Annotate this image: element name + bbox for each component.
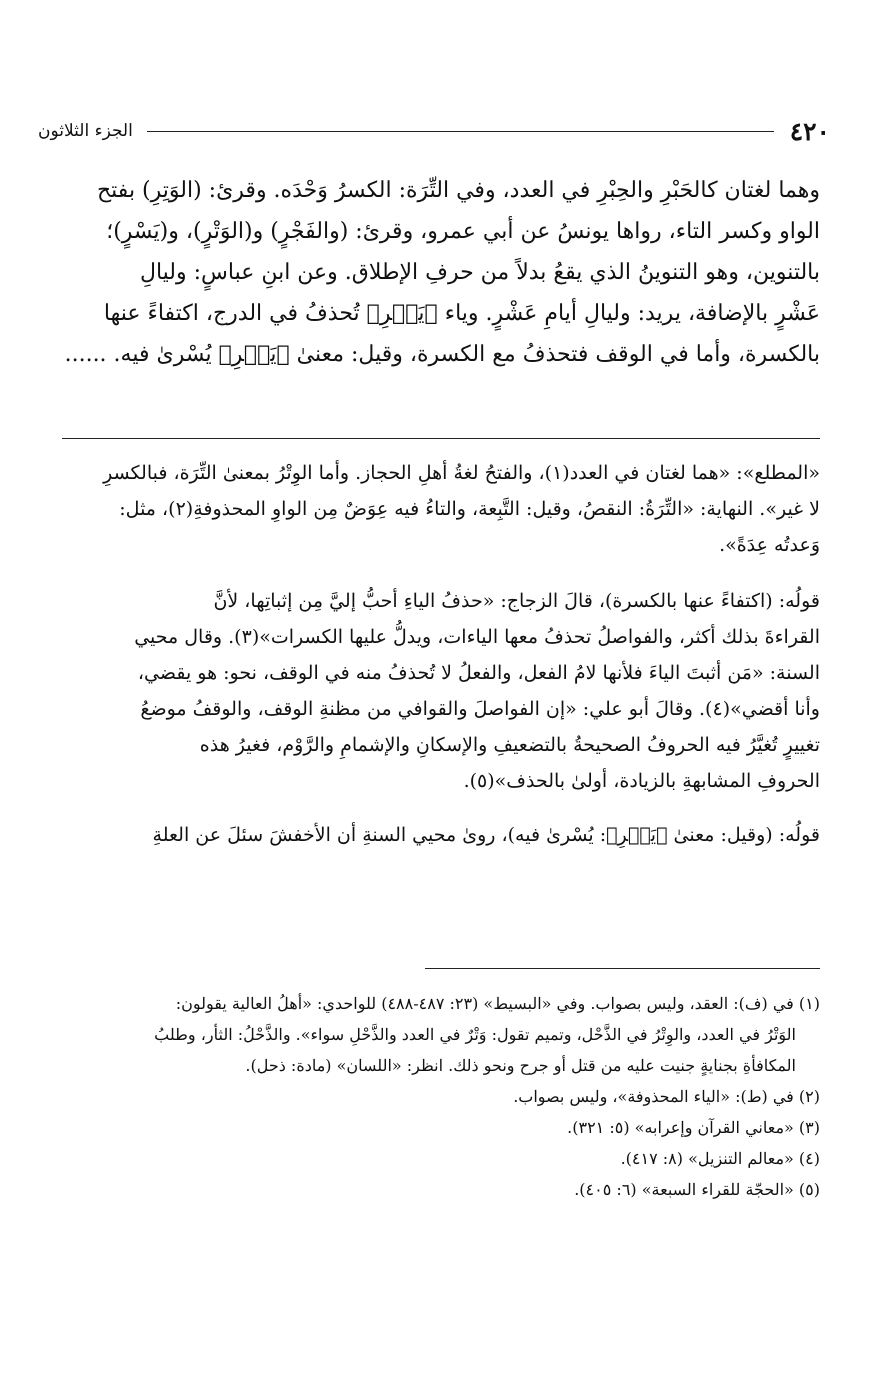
commentary-line: تغييرٍ تُغيَّرُ فيه الحروفُ الصحيحةُ بالتضعيفِ والإسكانِ والإشمامِ والرَّوْم، فغيرُ هذه bbox=[199, 734, 820, 756]
commentary-line: وأنا أقضي»(٤). وقالَ أبو علي: «إن الفواصلَ والقوافي من مظنةِ الوقف، والوقفُ موضعُ bbox=[140, 698, 820, 720]
page-header bbox=[38, 114, 830, 148]
footnote-line: (٥) «الحجّة للقراء السبعة» (٦: ٤٠٥). bbox=[574, 1180, 820, 1199]
header-rule bbox=[147, 131, 774, 132]
footnote-divider bbox=[425, 968, 820, 969]
paragraph-gap bbox=[62, 563, 820, 583]
commentary-line: السنة: «مَن أثبتَ الياءَ فلأنها لامُ الفعل، والفعلُ لا تُحذفُ منه في الوقف، نحو: هو يقضي، bbox=[137, 662, 820, 684]
footnote-line: (٣) «معاني القرآن وإعرابه» (٥: ٣٢١). bbox=[567, 1118, 820, 1137]
footnote-line: المكافأةِ بجنايةٍ جنيت عليه من قتل أو جرح ونحو ذلك. انظر: «اللسان» (مادة: ذحل). bbox=[245, 1056, 796, 1075]
footnotes bbox=[62, 988, 820, 1205]
main-text-divider bbox=[62, 438, 820, 439]
part-title: الجزء الثلاثون bbox=[38, 121, 133, 141]
footnote-line: (١) في (ف): العقد، وليس بصواب. وفي «البسيط» (٢٣: ٤٨٧-٤٨٨) للواحدي: «أهلُ العالية يقولون: bbox=[175, 994, 820, 1013]
main-line: بالتنوين، وهو التنوينُ الذي يقعُ بدلاً من حرفِ الإطلاق. وعن ابنِ عباسٍ: وليالِ bbox=[139, 260, 820, 285]
commentary-line: قولُه: (وقيل: معنىٰ ﴿يَسۡرِ﴾: يُسْرىٰ فيه)، روىٰ محيي السنةِ أن الأخفشَ سئلَ عن العلةِ bbox=[152, 824, 820, 846]
commentary-line: وَعدتُه عِدَةً». bbox=[719, 534, 820, 556]
paragraph-gap bbox=[62, 799, 820, 817]
main-text bbox=[62, 170, 820, 375]
main-line: عَشْرٍ بالإضافة، يريد: وليالِ أيامِ عَشْرٍ. وياء ﴿يَسۡرِ﴾ تُحذفُ في الدرج، اكتفاءً عنها bbox=[103, 301, 820, 326]
commentary bbox=[62, 455, 820, 853]
footnote-line: الوَتْرُ في العدد، والوِتْرُ في الذَّحْل، وتميم تقول: وَتْرٌ في العدد والذَّحْلِ سواء». والذَّحْلُ: الثأر، وطلبُ bbox=[154, 1025, 796, 1044]
commentary-line: القراءةَ بذلك أكثر، والفواصلُ تحذفُ معها الياءات، ويدلُّ عليها الكسرات»(٣). وقال محيي bbox=[134, 626, 820, 648]
footnote-line: (٤) «معالم التنزيل» (٨: ٤١٧). bbox=[620, 1149, 820, 1168]
commentary-line: قولُه: (اكتفاءً عنها بالكسرة)، قالَ الزجاج: «حذفُ الياءِ أحبُّ إليَّ مِن إثباتِها، لأنَّ bbox=[213, 590, 820, 612]
page-number: ٤٢٠ bbox=[789, 116, 830, 146]
commentary-line: الحروفِ المشابهةِ بالزيادة، أولىٰ بالحذف»(٥). bbox=[463, 770, 820, 792]
main-line: بالكسرة، وأما في الوقف فتحذفُ مع الكسرة، وقيل: معنىٰ ﴿يَسۡرِ﴾ يُسْرىٰ فيه. ...... bbox=[64, 342, 820, 367]
commentary-line: لا غير». النهاية: «التِّرَةُ: النقصُ، وقيل: التَّبِعة، والتاءُ فيه عِوَضٌ مِن الواوِ المحذوفةِ(٢)، مثل: bbox=[119, 498, 820, 520]
main-line: الواو وكسر التاء، رواها يونسُ عن أبي عمرو، وقرئ: (والفَجْرٍ) و(الوَتْرٍ)، و(يَسْرٍ)؛ bbox=[106, 219, 820, 244]
commentary-line: «المطلع»: «هما لغتان في العدد(١)، والفتحُ لغةُ أهلِ الحجاز. وأما الوِتْرُ بمعنىٰ التِّرَة، فبالكسرِ bbox=[103, 462, 820, 484]
main-line: وهما لغتان كالحَبْرِ والحِبْرِ في العدد، وفي التِّرَة: الكسرُ وَحْدَه. وقرئ: (الوَتِرِ) بفتح bbox=[96, 178, 820, 203]
footnote-line: (٢) في (ط): «الياء المحذوفة»، وليس بصواب. bbox=[513, 1087, 820, 1106]
